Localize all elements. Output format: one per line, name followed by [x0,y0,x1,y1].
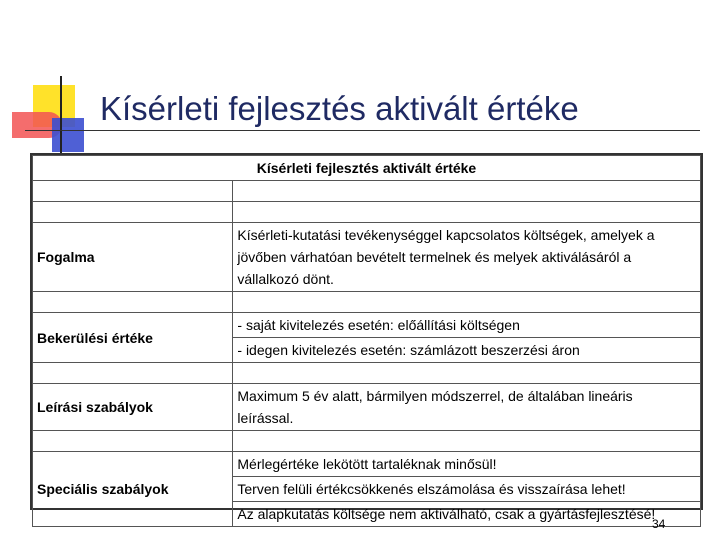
table-header-row [33,156,701,181]
page-number: 34 [652,517,666,531]
decor-vertical-line [60,76,62,156]
row-label: Bekerülési értéke [33,313,233,363]
decor-blue-square [52,118,84,152]
row-content: - idegen kivitelezés esetén: számlázott beszerzési áron [233,338,701,363]
table-row [33,202,701,223]
row-content: - saját kivitelezés esetén: előállítási költségen [233,313,701,338]
row-content: Az alapkutatás költsége nem aktiválható, csak a gyártásfejlesztésé! [233,502,701,527]
table-header: Kísérleti fejlesztés aktivált értéke [33,156,701,181]
content-table [30,153,703,522]
content-line: leírással. [237,410,294,426]
content-line: Kísérleti-kutatási tevékenységgel kapcsolatos költségek, amelyek a [237,227,655,243]
table-row-specialis [33,452,701,477]
content-line: vállalkozó dönt. [237,271,334,287]
row-content [233,223,701,292]
table-row [33,292,701,313]
row-content: Mérlegértéke lekötött tartaléknak minősül! [233,452,701,477]
content-line: Maximum 5 év alatt, bármilyen módszerrel, de általában lineáris [237,388,633,404]
table-row [33,181,701,202]
row-label: Fogalma [33,223,233,292]
content-line: jövőben várhatóan bevételt termelnek és melyek aktiválásáról a [237,249,632,265]
row-content: Terven felüli értékcsökkenés elszámolása és visszaírása lehet! [233,477,701,502]
table-row-fogalma [33,223,701,292]
slide-title: Kísérleti fejlesztés aktivált értéke [100,90,579,127]
table-row [33,363,701,384]
row-label: Leírási szabályok [33,384,233,431]
table-row [33,431,701,452]
row-label: Speciális szabályok [33,452,233,527]
title-underline [25,130,700,131]
row-content [233,384,701,431]
table-row-bekerulesi [33,313,701,338]
table-row-leirasi [33,384,701,431]
